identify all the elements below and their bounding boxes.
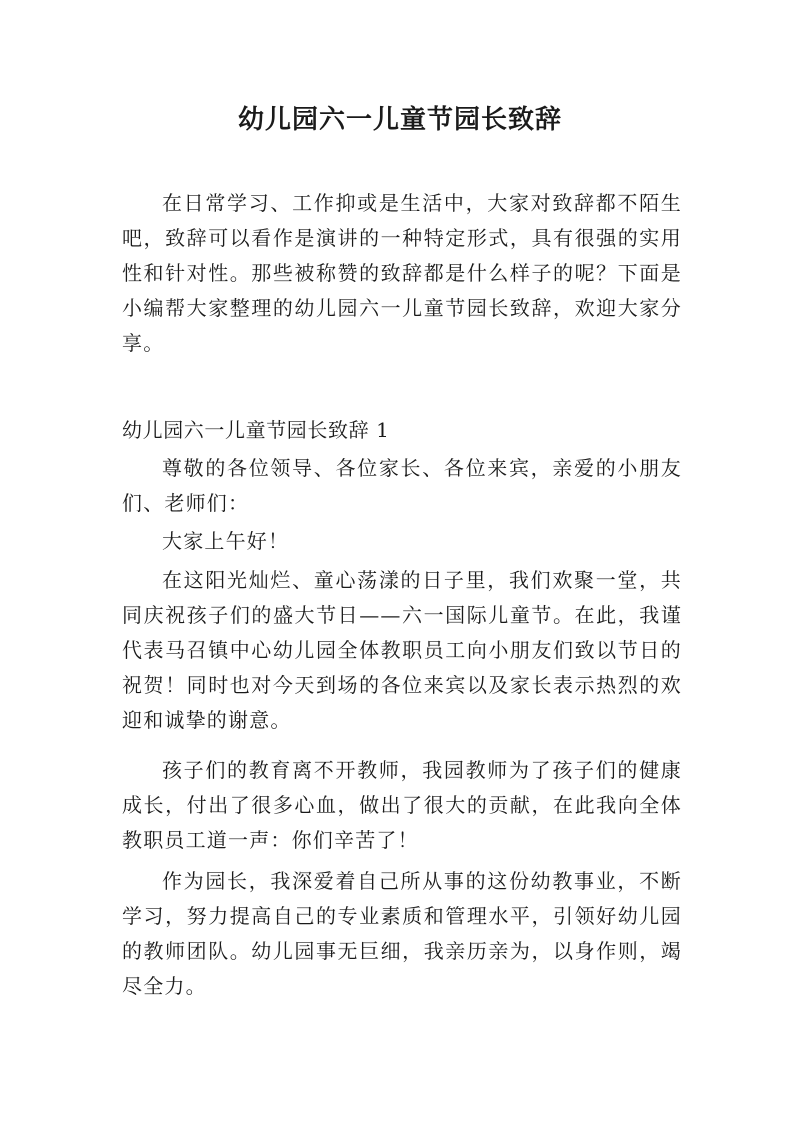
greeting-paragraph: 大家上午好！ (162, 529, 290, 553)
document-title: 幼儿园六一儿童节园长致辞 (237, 105, 562, 135)
body-paragraph-teachers: 孩子们的教育离不开教师，我园教师为了孩子们的健康成长，付出了很多心血，做出了很大的贡献，在此我向全体教职员工道一声：你们辛苦了！ (122, 758, 682, 852)
body-paragraph-principal: 作为园长，我深爱着自己所从事的这份幼教事业，不断学习，努力提高自己的专业素质和管理水平，引领好幼儿园的教师团队。幼儿园事无巨细，我亲历亲为，以身作则，竭尽全力。 (122, 869, 682, 998)
body-paragraph-celebration: 在这阳光灿烂、童心荡漾的日子里，我们欢聚一堂，共同庆祝孩子们的盛大节日——六一国际儿童节。在此，我谨代表马召镇中心幼儿园全体教职员工向小朋友们致以节日的祝贺！同时也对今天到场的各位来宾以及家长表示热烈的欢迎和诚挚的谢意。 (122, 568, 682, 732)
salutation-paragraph: 尊敬的各位领导、各位家长、各位来宾，亲爱的小朋友们、老师们： (122, 456, 682, 515)
intro-paragraph: 在日常学习、工作抑或是生活中，大家对致辞都不陌生吧，致辞可以看作是演讲的一种特定形式，具有很强的实用性和针对性。那些被称赞的致辞都是什么样子的呢？下面是小编帮大家整理的幼儿园六一儿童节园长致辞，欢迎大家分享。 (122, 191, 682, 355)
section-heading: 幼儿园六一儿童节园长致辞 1 (122, 418, 390, 442)
